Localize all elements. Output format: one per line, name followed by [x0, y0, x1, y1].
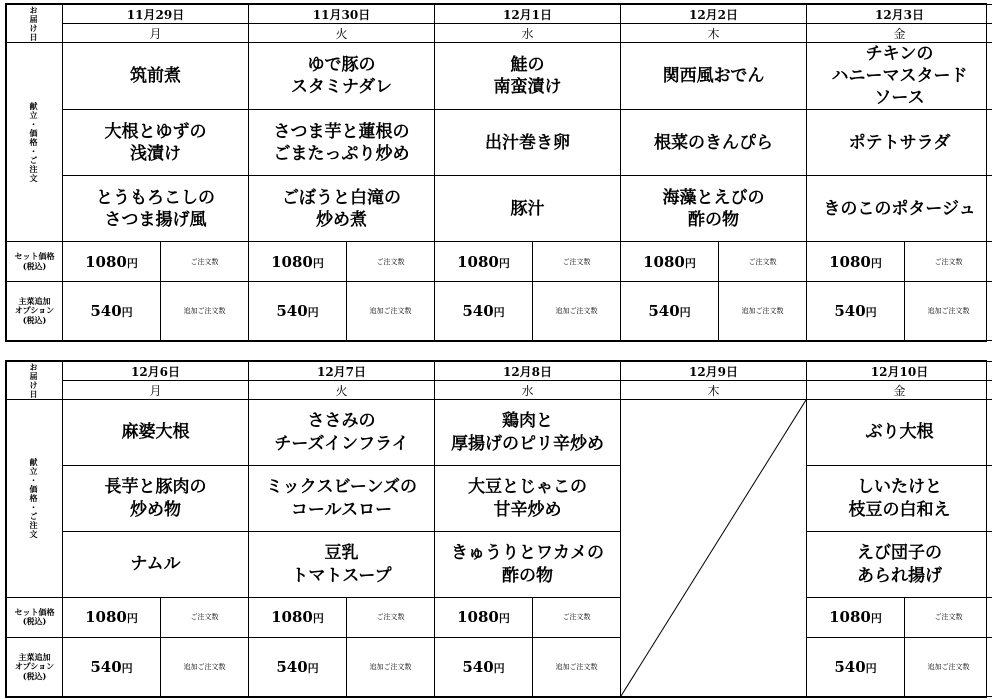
dish-name-line: ごぼうと白滝の: [282, 187, 401, 208]
menu-price-order-label: 献立・価格・ご注文: [7, 43, 63, 242]
extra-order-count-label: 追加ご注文数: [183, 662, 226, 671]
dish-name-line: しいたけと: [857, 477, 942, 498]
dish-name-line: 酢の物: [502, 565, 553, 586]
order-count-field[interactable]: [719, 242, 807, 282]
set-price: [435, 242, 533, 282]
yen-unit: 円: [121, 661, 133, 675]
dish-name-line: ささみの: [307, 411, 376, 432]
date-row: [7, 5, 992, 24]
order-count-field[interactable]: [161, 242, 249, 282]
yen-unit: 円: [493, 306, 505, 320]
day-of-week: 月: [63, 381, 249, 400]
delivery-date: 12月8日: [435, 362, 621, 381]
set-price: [249, 598, 347, 638]
delivery-date: 12月6日: [63, 362, 249, 381]
date-row: [7, 362, 992, 381]
yen-unit: 円: [865, 661, 877, 675]
dish-cell: [807, 532, 992, 598]
order-count-field[interactable]: [533, 598, 621, 638]
price-value: 1080: [829, 252, 871, 271]
set-price: [249, 242, 347, 282]
dish-name-line: さつま芋と蓮根の: [273, 121, 410, 142]
extra-option-label: 主菜追加 オプション (税込): [7, 637, 63, 696]
price-value: 540: [90, 657, 122, 676]
yen-unit: 円: [498, 256, 510, 270]
order-count-field[interactable]: [533, 242, 621, 282]
extra-order-count-field[interactable]: [533, 637, 621, 696]
dish-name-line: トマトスープ: [291, 565, 392, 586]
delivery-date: 12月3日: [807, 5, 992, 24]
delivery-date-label: お届け日: [7, 5, 63, 43]
dish-name-line: 筑前煮: [130, 66, 181, 87]
dish-cell: [807, 176, 992, 242]
yen-unit: 円: [312, 256, 324, 270]
extra-order-count-field[interactable]: [161, 282, 249, 341]
dish-name-line: 南蛮漬け: [493, 77, 562, 98]
day-of-week: 水: [435, 381, 621, 400]
dish-name-line: 大豆とじゃこの: [468, 477, 587, 498]
dish-name-line: 長芋と豚肉の: [104, 477, 207, 498]
dish-cell: [807, 400, 992, 466]
extra-order-count-label: 追加ご注文数: [927, 307, 970, 316]
extra-order-count-label: 追加ご注文数: [927, 662, 970, 671]
dish-row: [7, 110, 992, 176]
extra-order-count-field[interactable]: [161, 637, 249, 696]
extra-option-price: [435, 637, 533, 696]
set-price-label: セット価格 (税込): [7, 242, 63, 282]
yen-unit: 円: [865, 306, 877, 320]
extra-option-price: [249, 637, 347, 696]
day-of-week: 月: [63, 24, 249, 43]
price-value: 1080: [643, 252, 685, 271]
dish-name-line: きゅうりとワカメの: [451, 543, 604, 564]
price-value: 540: [90, 302, 122, 321]
delivery-date: 12月2日: [621, 5, 807, 24]
extra-option-price: [63, 282, 161, 341]
yen-unit: 円: [312, 612, 324, 626]
dish-name-line: 豚汁: [510, 198, 545, 219]
yen-unit: 円: [498, 612, 510, 626]
dish-cell: [435, 176, 621, 242]
dish-cell: [435, 532, 621, 598]
extra-option-row: [7, 637, 992, 696]
delivery-date: 11月29日: [63, 5, 249, 24]
dish-cell: [621, 176, 807, 242]
dish-name-line: 厚揚げのピリ辛炒め: [451, 433, 604, 454]
dish-name-line: 海藻とえびの: [662, 187, 765, 208]
dish-cell: [807, 466, 992, 532]
day-of-week: 水: [435, 24, 621, 43]
set-price: [621, 242, 719, 282]
set-price-label: セット価格 (税込): [7, 598, 63, 638]
delivery-date: 12月10日: [807, 362, 992, 381]
dish-name-line: ごまたっぷり炒め: [273, 143, 410, 164]
week-table-2: [5, 360, 987, 698]
extra-order-count-label: 追加ご注文数: [369, 307, 412, 316]
dish-cell: [249, 532, 435, 598]
dish-name-line: チキンの: [865, 44, 934, 64]
dish-name-line: 炒め煮: [316, 209, 367, 230]
set-price: [435, 598, 533, 638]
extra-option-price: [621, 282, 719, 341]
dish-cell: [435, 400, 621, 466]
dish-name-line: ハニーマスタード: [831, 66, 968, 87]
yen-unit: 円: [870, 256, 882, 270]
day-of-week: 金: [807, 381, 992, 400]
delivery-date: 12月9日: [621, 362, 807, 381]
order-count-label: ご注文数: [376, 613, 405, 622]
extra-order-count-label: 追加ご注文数: [555, 662, 598, 671]
extra-order-count-label: 追加ご注文数: [369, 662, 412, 671]
price-value: 1080: [271, 252, 313, 271]
dish-cell: [63, 110, 249, 176]
yen-unit: 円: [679, 306, 691, 320]
extra-option-price: [807, 637, 905, 696]
dish-name-line: 炒め物: [130, 499, 181, 520]
day-of-week: 木: [621, 24, 807, 43]
yen-unit: 円: [684, 256, 696, 270]
dish-name-line: ソース: [874, 88, 925, 109]
extra-order-count-label: 追加ご注文数: [183, 307, 226, 316]
dish-cell: [621, 110, 807, 176]
set-price: [63, 598, 161, 638]
dish-cell: [249, 176, 435, 242]
order-count-label: ご注文数: [376, 257, 405, 266]
dish-name-line: 浅漬け: [130, 143, 181, 164]
delivery-date-label: お届け日: [7, 362, 63, 400]
yen-unit: 円: [126, 612, 138, 626]
dish-name-line: 麻婆大根: [121, 422, 190, 443]
week-table-1: [5, 3, 987, 342]
price-value: 1080: [457, 252, 499, 271]
extra-option-row: [7, 282, 992, 341]
dish-name-line: ミックスビーンズの: [266, 477, 417, 498]
dish-name-line: 鶏肉と: [502, 411, 553, 432]
extra-order-count-field[interactable]: [905, 282, 992, 341]
menu-price-order-label: 献立・価格・ご注文: [7, 400, 63, 598]
order-count-label: ご注文数: [562, 613, 591, 622]
order-count-label: ご注文数: [934, 257, 963, 266]
dish-cell: [63, 43, 249, 110]
order-count-label: ご注文数: [934, 613, 963, 622]
price-value: 1080: [85, 608, 127, 627]
price-value: 1080: [457, 608, 499, 627]
dish-row: [7, 176, 992, 242]
day-of-week: 火: [249, 381, 435, 400]
order-count-label: ご注文数: [748, 257, 777, 266]
set-price: [807, 242, 905, 282]
extra-order-count-label: 追加ご注文数: [741, 307, 784, 316]
order-count-label: ご注文数: [562, 257, 591, 266]
extra-option-price: [435, 282, 533, 341]
dish-name-line: 豆乳: [324, 543, 359, 564]
yen-unit: 円: [870, 612, 882, 626]
dish-name-line: チーズインフライ: [274, 433, 409, 454]
set-price: [807, 598, 905, 638]
dish-name-line: とうもろこしの: [96, 187, 215, 208]
order-count-label: ご注文数: [190, 613, 219, 622]
dish-name-line: 枝豆の白和え: [848, 499, 951, 520]
dow-row: [7, 24, 992, 43]
delivery-date: 12月1日: [435, 5, 621, 24]
dish-cell: [621, 43, 807, 110]
dish-cell: [63, 532, 249, 598]
yen-unit: 円: [307, 306, 319, 320]
dish-name-line: さつま揚げ風: [104, 209, 207, 230]
dish-cell: [435, 110, 621, 176]
day-of-week: 木: [621, 381, 807, 400]
extra-option-label: 主菜追加 オプション (税込): [7, 282, 63, 341]
price-value: 540: [462, 657, 494, 676]
dish-name-line: 大根とゆずの: [104, 121, 207, 142]
order-count-label: ご注文数: [190, 257, 219, 266]
dish-name-line: ポテトサラダ: [848, 132, 951, 153]
dish-name-line: 根菜のきんぴら: [654, 132, 773, 153]
price-value: 540: [834, 302, 866, 321]
dish-cell: [63, 176, 249, 242]
dish-cell: [249, 43, 435, 110]
dish-cell: [807, 43, 992, 110]
yen-unit: 円: [126, 256, 138, 270]
day-of-week: 火: [249, 24, 435, 43]
dish-name-line: コールスロー: [290, 499, 393, 520]
dish-name-line: 酢の物: [688, 209, 739, 230]
extra-option-price: [249, 282, 347, 341]
extra-order-count-label: 追加ご注文数: [555, 307, 598, 316]
extra-option-price: [63, 637, 161, 696]
price-value: 540: [834, 657, 866, 676]
price-value: 540: [276, 302, 308, 321]
extra-option-price: [807, 282, 905, 341]
order-count-field[interactable]: [905, 242, 992, 282]
dish-row: [7, 43, 992, 110]
dish-cell: [435, 43, 621, 110]
order-count-field[interactable]: [905, 598, 992, 638]
price-value: 1080: [829, 608, 871, 627]
diagonal-slash: [621, 400, 806, 696]
set-price-row: [7, 242, 992, 282]
dish-name-line: あられ揚げ: [857, 565, 942, 586]
extra-order-count-field[interactable]: [905, 637, 992, 696]
yen-unit: 円: [121, 306, 133, 320]
order-count-field[interactable]: [347, 598, 435, 638]
dish-row: [7, 400, 992, 466]
day-of-week: 金: [807, 24, 992, 43]
dish-cell: [249, 466, 435, 532]
dish-cell: [249, 400, 435, 466]
dow-row: [7, 381, 992, 400]
dish-row: [7, 466, 992, 532]
dish-cell: [435, 466, 621, 532]
dish-cell: [807, 110, 992, 176]
extra-order-count-field[interactable]: [719, 282, 807, 341]
dish-row: [7, 532, 992, 598]
no-delivery-cell: [621, 400, 807, 697]
dish-cell: [63, 466, 249, 532]
menu-table: [6, 4, 992, 341]
dish-name-line: 出汁巻き卵: [485, 132, 570, 153]
delivery-date: 12月7日: [249, 362, 435, 381]
price-value: 1080: [85, 252, 127, 271]
dish-name-line: 甘辛炒め: [493, 499, 562, 520]
price-value: 540: [462, 302, 494, 321]
price-value: 540: [648, 302, 680, 321]
dish-cell: [249, 110, 435, 176]
menu-table: [6, 361, 992, 697]
extra-order-count-field[interactable]: [347, 637, 435, 696]
dish-name-line: えび団子の: [857, 543, 942, 564]
dish-name-line: ぶり大根: [865, 422, 934, 443]
price-value: 1080: [271, 608, 313, 627]
yen-unit: 円: [307, 661, 319, 675]
dish-name-line: 鮭の: [510, 55, 545, 76]
price-value: 540: [276, 657, 308, 676]
extra-order-count-field[interactable]: [533, 282, 621, 341]
dish-name-line: ナムル: [130, 554, 181, 575]
set-price-row: [7, 598, 992, 638]
dish-name-line: スタミナダレ: [290, 77, 393, 98]
dish-name-line: ゆで豚の: [307, 55, 376, 76]
extra-order-count-field[interactable]: [347, 282, 435, 341]
dish-name-line: きのこのポタージュ: [823, 198, 976, 219]
yen-unit: 円: [493, 661, 505, 675]
dish-cell: [63, 400, 249, 466]
set-price: [63, 242, 161, 282]
dish-name-line: 関西風おでん: [662, 66, 765, 87]
delivery-date: 11月30日: [249, 5, 435, 24]
order-count-field[interactable]: [161, 598, 249, 638]
order-count-field[interactable]: [347, 242, 435, 282]
